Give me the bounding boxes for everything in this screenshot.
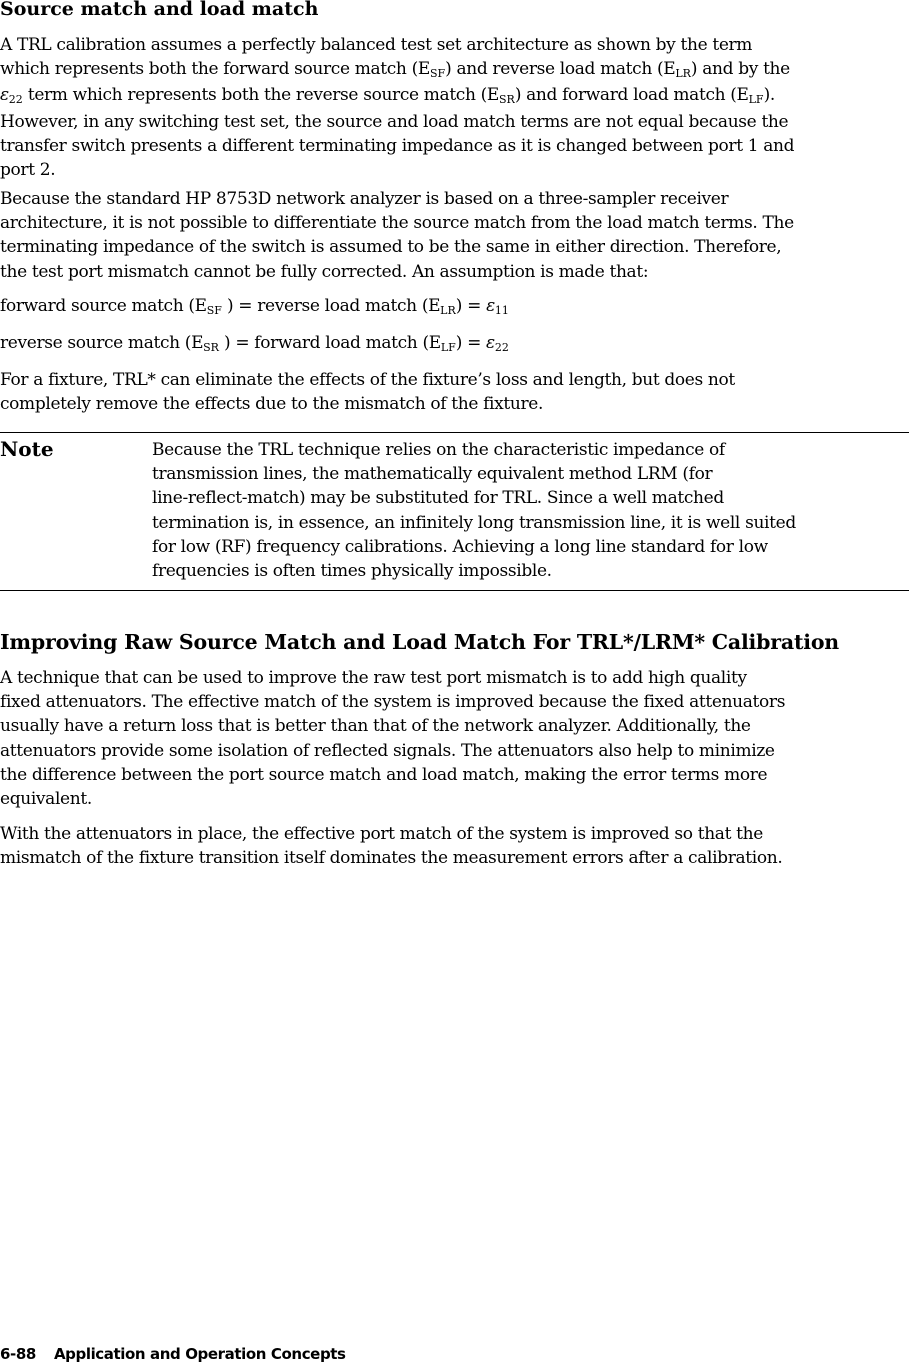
- paragraph-attenuators-in-place: [0, 822, 909, 870]
- page-number: 6-88: [0, 1345, 36, 1363]
- equation-forward-source-match: [0, 294, 909, 320]
- chapter-title: Application and Operation Concepts: [53, 1345, 346, 1363]
- text-line: completely remove the effects due to the mismatch of the fixture.: [0, 394, 543, 415]
- paragraph-three-sampler: [0, 187, 909, 284]
- note-line: for low (RF) frequency calibrations. Achieving a long line standard for low: [152, 536, 768, 557]
- subscript: 22: [494, 341, 509, 354]
- text-fragment: ) =: [455, 296, 487, 316]
- text-fragment: term which represents both the reverse source match (E: [22, 85, 499, 106]
- text-fragment: which represents both the forward source match (E: [0, 59, 430, 80]
- text-line: usually have a return loss that is better than that of the network analyzer. Additionally, the: [0, 716, 751, 737]
- note-bottom-divider: [0, 590, 909, 591]
- paragraph-trl-assumption: [0, 33, 909, 182]
- note-label: Note: [0, 437, 54, 461]
- text-line: However, in any switching test set, the source and load match terms are not equal because the: [0, 111, 789, 132]
- section-title-improving: Improving Raw Source Match and Load Match For TRL*/LRM* Calibration: [0, 630, 840, 654]
- subscript: SF: [429, 67, 446, 81]
- subscript: LR: [440, 304, 456, 317]
- text-line: terminating impedance of the switch is assumed to be the same in either direction. Therefore,: [0, 237, 782, 258]
- text-fragment: ) and forward load match (E: [514, 85, 749, 106]
- text-fragment: ).: [763, 85, 775, 106]
- text-fragment: ) and by the: [690, 59, 790, 80]
- text-line: the difference between the port source match and load match, making the error terms more: [0, 764, 768, 785]
- text-fragment: forward source match (E: [0, 296, 207, 316]
- text-line: For a fixture, TRL* can eliminate the effects of the fixture’s loss and length, but does not: [0, 370, 735, 390]
- equation-reverse-source-match: [0, 331, 909, 357]
- text-line: With the attenuators in place, the effective port match of the system is improved so that the: [0, 824, 763, 844]
- text-line: architecture, it is not possible to differentiate the source match from the load match terms. The: [0, 213, 794, 234]
- text-line: Because the standard HP 8753D network analyzer is based on a three-sampler receiver: [0, 189, 729, 209]
- text-line: port 2.: [0, 160, 56, 181]
- note-line: Because the TRL technique relies on the characteristic impedance of: [152, 440, 725, 460]
- note-body: [152, 438, 902, 583]
- note-line: frequencies is often times physically impossible.: [152, 561, 552, 582]
- note-line: termination is, in essence, an infinitely long transmission line, it is well suited: [152, 512, 796, 533]
- text-line: A TRL calibration assumes a perfectly balanced test set architecture as shown by the term: [0, 35, 753, 55]
- text-line: [0, 331, 909, 357]
- text-line: the test port mismatch cannot be fully corrected. An assumption is made that:: [0, 261, 649, 282]
- text-fragment: ) and reverse load match (E: [445, 59, 676, 80]
- subscript: 22: [8, 93, 23, 107]
- text-line: attenuators provide some isolation of reflected signals. The attenuators also help to minimize: [0, 740, 775, 761]
- text-line: fixed attenuators. The effective match of the system is improved because the fixed attenuators: [0, 692, 786, 713]
- text-fragment: ) = reverse load match (E: [221, 296, 441, 316]
- note-line: transmission lines, the mathematically equivalent method LRM (for: [152, 464, 713, 485]
- text-line: transfer switch presents a different terminating impedance as it is changed between port 1 and: [0, 135, 795, 156]
- subscript: SF: [206, 304, 222, 317]
- epsilon-symbol: ε: [0, 85, 9, 106]
- text-line: A technique that can be used to improve the raw test port mismatch is to add high quality: [0, 668, 747, 688]
- paragraph-fixture: [0, 368, 909, 416]
- subscript: LR: [675, 67, 691, 81]
- subscript: LF: [440, 341, 456, 354]
- page-footer: [0, 1344, 346, 1364]
- note-line: line-reflect-match) may be substituted for TRL. Since a well matched: [152, 488, 724, 509]
- paragraph-attenuators: [0, 666, 909, 811]
- subscript: SR: [203, 341, 219, 354]
- epsilon-symbol: ε: [486, 333, 495, 353]
- subscript: 11: [494, 304, 509, 317]
- subscript: LF: [748, 93, 764, 107]
- section-title: Source match and load match: [0, 0, 319, 20]
- subscript: SR: [498, 93, 515, 107]
- text-fragment: reverse source match (E: [0, 333, 204, 353]
- text-fragment: ) =: [455, 333, 487, 353]
- note-top-divider: [0, 432, 909, 433]
- text-line: [0, 294, 909, 320]
- text-line: [0, 83, 909, 109]
- text-fragment: ) = forward load match (E: [218, 333, 441, 353]
- epsilon-symbol: ε: [486, 296, 495, 316]
- text-line: equivalent.: [0, 789, 92, 810]
- text-line: [0, 57, 909, 83]
- text-line: mismatch of the fixture transition itself dominates the measurement errors after a calibration.: [0, 848, 783, 869]
